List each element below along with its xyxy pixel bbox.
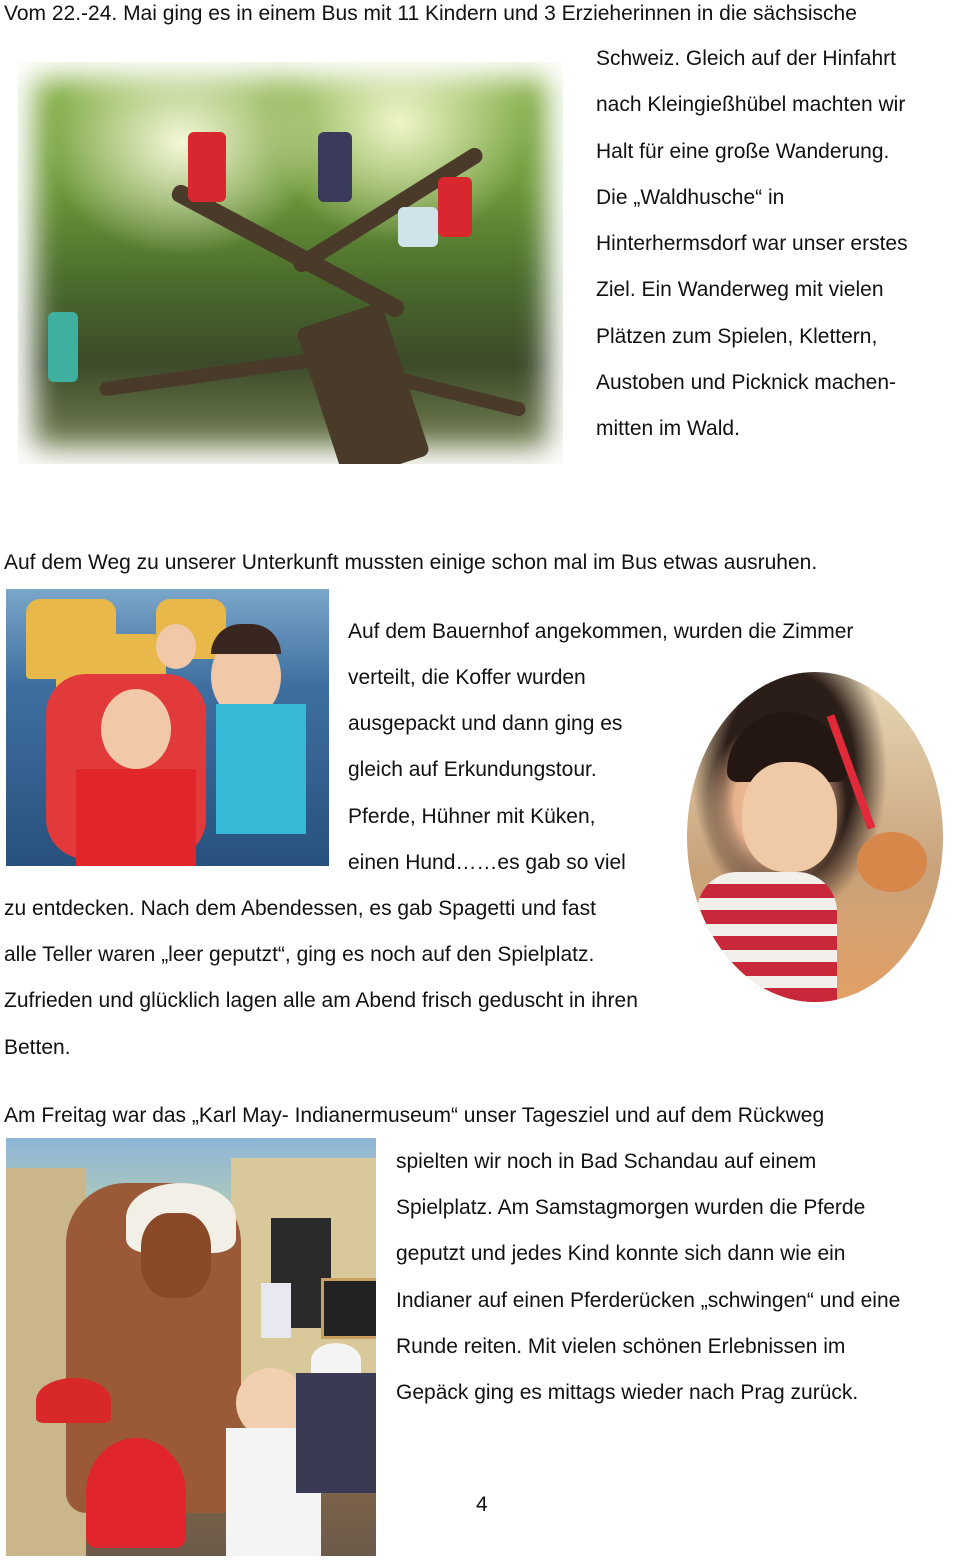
para1-line-3: nach Kleingießhübel machten wir (596, 93, 906, 116)
para1-line-2: Schweiz. Gleich auf der Hinfahrt (596, 47, 896, 70)
para4-line-5: Indianer auf einen Pferderücken „schwingen“ und eine (396, 1289, 901, 1312)
page-number: 4 (476, 1493, 488, 1516)
para2-line: Auf dem Weg zu unserer Unterkunft mussten einige schon mal im Bus etwas ausruhen. (4, 551, 818, 574)
para1-line-4: Halt für eine große Wanderung. (596, 140, 890, 163)
para4-line-3: Spielplatz. Am Samstagmorgen wurden die Pferde (396, 1196, 866, 1219)
para3-line-3: ausgepackt und dann ging es (348, 712, 623, 735)
forest-tree-photo (18, 62, 563, 464)
indian-museum-photo (6, 1138, 376, 1556)
para4-line-7: Gepäck ging es mittags wieder nach Prag zurück. (396, 1381, 859, 1404)
bus-sleeping-photo (6, 589, 329, 866)
para1-line-10: mitten im Wald. (596, 417, 740, 440)
para4-line-1: Am Freitag war das „Karl May- Indianermuseum“ unser Tagesziel und auf dem Rückweg (4, 1104, 825, 1127)
para1-line-1: Vom 22.-24. Mai ging es in einem Bus mit 11 Kindern und 3 Erzieherinnen in die sächsische (4, 2, 857, 25)
para1-line-8: Plätzen zum Spielen, Klettern, (596, 325, 878, 348)
para1-line-6: Hinterhermsdorf war unser erstes (596, 232, 908, 255)
para3-line-6: einen Hund……es gab so viel (348, 851, 626, 874)
para3-line-9: Zufrieden und glücklich lagen alle am Abend frisch geduscht in ihren (4, 989, 638, 1012)
para3-line-10: Betten. (4, 1036, 71, 1059)
para3-line-4: gleich auf Erkundungstour. (348, 758, 597, 781)
para3-line-7: zu entdecken. Nach dem Abendessen, es gab Spagetti und fast (4, 897, 596, 920)
para3-line-1: Auf dem Bauernhof angekommen, wurden die Zimmer (348, 620, 854, 643)
para1-line-7: Ziel. Ein Wanderweg mit vielen (596, 278, 884, 301)
para3-line-8: alle Teller waren „leer geputzt“, ging es noch auf den Spielplatz. (4, 943, 595, 966)
para3-line-5: Pferde, Hühner mit Küken, (348, 805, 596, 828)
para4-line-2: spielten wir noch in Bad Schandau auf einem (396, 1150, 817, 1173)
para1-line-5: Die „Waldhusche“ in (596, 186, 785, 209)
para3-line-2: verteilt, die Koffer wurden (348, 666, 586, 689)
para1-line-9: Austoben und Picknick machen- (596, 371, 896, 394)
para4-line-4: geputzt und jedes Kind konnte sich dann wie ein (396, 1242, 846, 1265)
girl-spaghetti-photo (687, 672, 943, 1002)
para4-line-6: Runde reiten. Mit vielen schönen Erlebnissen im (396, 1335, 846, 1358)
